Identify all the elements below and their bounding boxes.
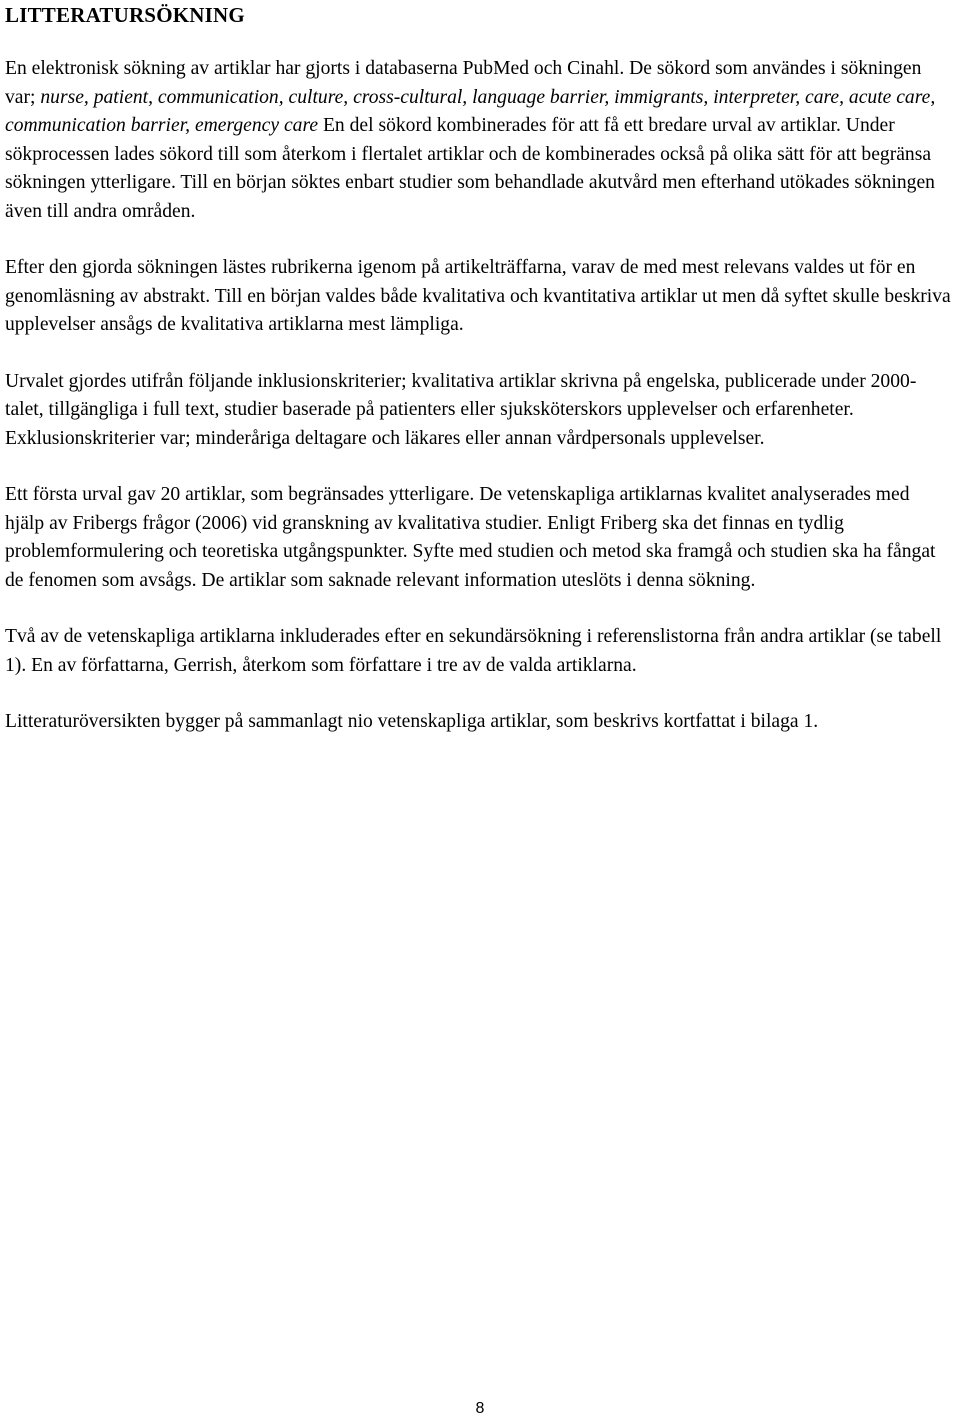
search-keywords: nurse, patient, communication, culture, cross-cultural, language barrier, immigrants, interpreter, care, acute care, communication barrier, emergency care [5, 86, 936, 136]
paragraph-selection: Efter den gjorda sökningen lästes rubrikerna igenom på artikelträffarna, varav de med mest relevans valdes ut för en genomläsning av abstrakt. Till en början valdes både kvalitativa och kvantitativa artiklar ut men då syftet skulle beskriva upplevelser ansågs de kvalitativa artiklarna mest lämpliga. [5, 257, 951, 335]
paragraph-criteria: Urvalet gjordes utifrån följande inklusionskriterier; kvalitativa artiklar skrivna på engelska, publicerade under 2000-talet, tillgängliga i full text, studier baserade på patienters eller sjuksköterskors upplevelser och erfarenheter. Exklusionskriterier var; minderåriga deltagare och läkares eller annan vårdpersonals upplevelser. [5, 370, 917, 449]
page-number: 8 [475, 1400, 485, 1417]
paragraph-quality-review: Ett första urval gav 20 artiklar, som begränsades ytterligare. De vetenskapliga artiklarnas kvalitet analyserades med hjälp av Fribergs frågor (2006) vid granskning av kvalitativa studier. Enligt Friberg ska det finnas en tydlig problemformulering och teoretiska utgångspunkter. Syfte med studien och metod ska framgå och studien ska ha fångat de fenomen som avsågs. De artiklar som saknade relevant information uteslöts i denna sökning. [5, 484, 936, 591]
section-heading: LITTERATURSÖKNING [5, 3, 245, 27]
paragraph-text: En elektronisk sökning av artiklar har gjorts i databaserna PubMed och Cinahl. De sökord som användes i sökningen var; [5, 58, 922, 108]
paragraph-search-method [5, 55, 953, 226]
paragraph-summary: Litteraturöversikten bygger på sammanlagt nio vetenskapliga artiklar, som beskrivs kortfattat i bilaga 1. [5, 711, 819, 732]
document-body [5, 55, 953, 765]
paragraph-secondary-search: Två av de vetenskapliga artiklarna inkluderades efter en sekundärsökning i referenslistorna från andra artiklar (se tabell 1). En av författarna, Gerrish, återkom som författare i tre av de valda artiklarna. [5, 626, 942, 676]
paragraph-text: En del sökord kombinerades för att få ett bredare urval av artiklar. Under sökprocessen lades sökord till som återkom i flertalet artiklar och de kombinerades också på olika sätt för att begränsa sökningen ytterligare. Till en början söktes enbart studier som behandlade akutvård men efterhand utökades sökningen även till andra områden. [5, 115, 935, 222]
